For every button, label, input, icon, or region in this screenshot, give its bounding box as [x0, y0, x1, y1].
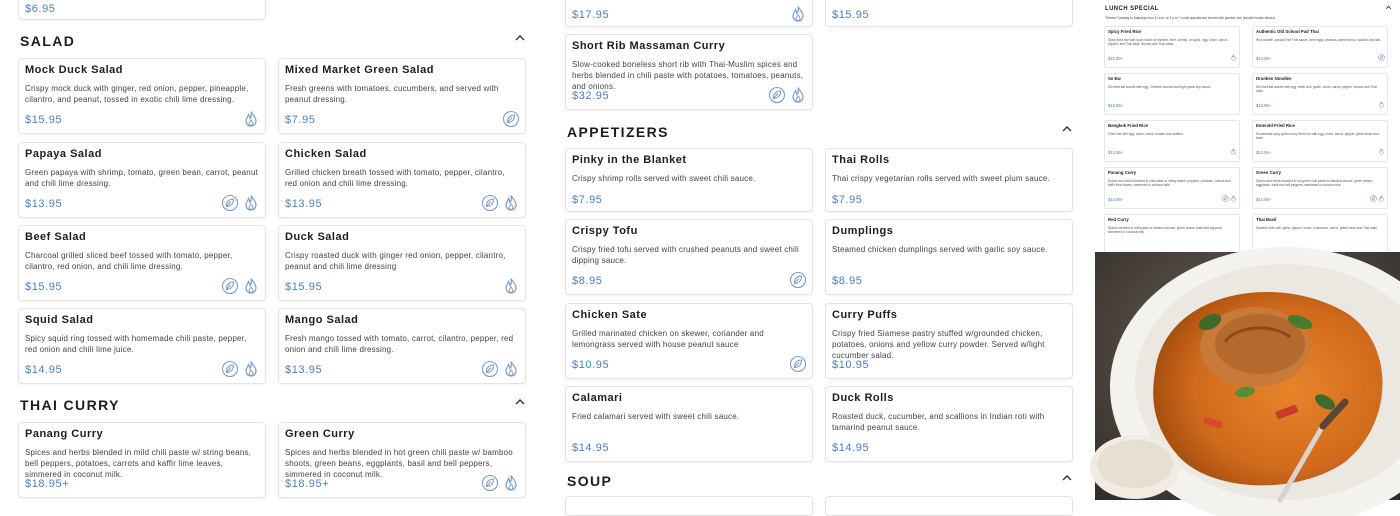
item-description: Spicy fried rice with your choice of chicken, beef, shrimp, or squid, egg, onion, carrot, pepper, and Thai basil. Served with Thai salad.: [1108, 38, 1228, 46]
flame-icon: [502, 474, 520, 492]
item-name: Red Curry: [1108, 217, 1129, 222]
lunch-special-note: *Served Tuesday to Saturday from 11 a.m. to 3 p.m.* Lunch specials are served with jasmine rice (except noodle dishes).: [1105, 16, 1276, 20]
item-price: $15.95: [832, 9, 870, 21]
menu-item-card[interactable]: [825, 148, 1073, 212]
item-price: $14.95+: [1108, 197, 1124, 202]
item-description: Fried calamari served with sweet chili sauce.: [572, 412, 740, 421]
item-name: Spicy Fried Rice: [1108, 29, 1142, 34]
item-name: Duck Rolls: [832, 392, 894, 404]
flame-icon: [242, 110, 260, 128]
item-price: $7.95: [285, 114, 316, 126]
item-price: $13.95: [285, 198, 323, 210]
item-name: Authentic Old School Pad Thai: [1256, 29, 1319, 34]
leaf-icon: [481, 360, 499, 378]
item-price: $18.95+: [285, 478, 330, 490]
flame-icon: [1378, 148, 1385, 155]
menu-item-card[interactable]: [278, 58, 526, 134]
menu-item-card[interactable]: [18, 142, 266, 218]
section-title-lunch-special: LUNCH SPECIAL: [1105, 6, 1159, 12]
menu-item-card[interactable]: [278, 142, 526, 218]
lunch-item-card[interactable]: [1252, 120, 1388, 162]
item-name: Duck Salad: [285, 231, 350, 243]
item-description: Thai crispy vegetarian rolls served with sweet plum sauce.: [832, 174, 1050, 183]
item-name: Chicken Salad: [285, 148, 367, 160]
item-description: Fresh greens with tomatoes, cucumbers, and served with peanut dressing.: [285, 84, 499, 104]
item-price: $13.95+: [1256, 103, 1272, 108]
item-price: $13.95: [285, 364, 323, 376]
item-description: Spices and herbs blended in mild chili paste w/ string beans, bell peppers, potatoes, carrots and kaffir lime leaves, simmered in coconut milk.: [25, 448, 252, 479]
lunch-item-card[interactable]: [1104, 167, 1240, 209]
item-price: $8.95: [832, 275, 863, 287]
menu-item-card[interactable]: [278, 422, 526, 498]
item-price: $17.95: [572, 9, 610, 21]
lunch-item-card[interactable]: [1252, 26, 1388, 68]
item-description: Crispy fried Siamese pastry stuffed w/grounded chicken, potatoes, onions and yellow curry powder. Served w/light cucumber salad.: [832, 329, 1045, 360]
item-name: Crispy Tofu: [572, 225, 638, 237]
item-name: Panang Curry: [25, 428, 104, 440]
item-price: $6.95: [25, 3, 56, 15]
item-description: Spicy squid ring tossed with homemade chili paste, pepper, red onion and chili lime juice.: [25, 334, 247, 354]
flame-icon: [242, 360, 260, 378]
flame-icon: [502, 194, 520, 212]
menu-item-card[interactable]: [18, 422, 266, 498]
leaf-icon: [1378, 54, 1385, 61]
item-price: $10.95: [572, 359, 610, 371]
item-description: Rice noodle, special Pad Thai sauce, farm eggs, peanuts, sweet turnip, scallion and tofu.: [1256, 38, 1382, 42]
item-name: Curry Puffs: [832, 309, 898, 321]
flame-icon: [242, 277, 260, 295]
menu-item-card[interactable]: [825, 303, 1073, 379]
menu-item-card[interactable]: [825, 496, 1073, 516]
chevron-up-icon[interactable]: [1061, 472, 1073, 484]
chevron-up-icon[interactable]: [1385, 4, 1392, 11]
item-name: Thai Rolls: [832, 154, 890, 166]
item-description: Sauteed with chili, garlic, pepper, onion, mushroom, carrot, green bean and Thai basil.: [1256, 226, 1378, 230]
leaf-icon: [481, 194, 499, 212]
item-price: $7.95: [572, 194, 603, 206]
item-price: $18.95+: [25, 478, 70, 490]
item-price: $13.95+: [1108, 150, 1124, 155]
item-description: Crispy fried tofu served with crushed peanuts and sweet chili dipping sauce.: [572, 245, 799, 265]
item-price: $14.95: [572, 442, 610, 454]
chevron-up-icon[interactable]: [1061, 123, 1073, 135]
leaf-icon: [789, 355, 807, 373]
item-description: Spices and herbs blended in hot green chili paste w/ bamboo shoots, green beans, eggplants, basil and bell peppers, simmered in coconut milk.: [1256, 179, 1373, 187]
menu-item-card[interactable]: [18, 225, 266, 301]
item-name: Pinky in the Blanket: [572, 154, 687, 166]
leaf-icon: [221, 360, 239, 378]
item-price: $15.95: [25, 281, 63, 293]
item-name: Green Curry: [285, 428, 355, 440]
flame-icon: [789, 5, 807, 23]
food-photo[interactable]: [1095, 252, 1400, 500]
section-title-appetizers: APPETIZERS: [567, 124, 669, 140]
item-price: $15.95: [285, 281, 323, 293]
leaf-icon: [768, 86, 786, 104]
item-name: Beef Salad: [25, 231, 87, 243]
menu-item-card[interactable]: [18, 0, 266, 20]
item-price: $14.95+: [1256, 197, 1272, 202]
item-description: Grilled marinated chicken on skewer, coriander and lemongrass served with house peanut sauce: [572, 329, 764, 349]
menu-item-card[interactable]: [565, 496, 813, 516]
item-price: $8.95: [572, 275, 603, 287]
item-name: Panang Curry: [1108, 170, 1137, 175]
item-price: $14.95: [25, 364, 63, 376]
item-price: $15.95: [25, 114, 63, 126]
menu-item-card[interactable]: [278, 308, 526, 384]
item-name: Mango Salad: [285, 314, 359, 326]
item-description: Fresh mango tossed with tomato, carrot, cilantro, pepper, red onion and chili lime dressing.: [285, 334, 514, 354]
item-price: $13.95+: [1256, 150, 1272, 155]
item-description: Steamed chicken dumplings served with garlic soy sauce.: [832, 245, 1048, 254]
item-description: Slow-cooked boneless short rib with Thai-Muslim spices and herbs blended in chili paste with potatoes, tomatoes, peanuts, and onions.: [572, 60, 804, 91]
item-description: Charcoal grilled sliced beef tossed with tomato, pepper, cilantro, red onion, and chili lime dressing.: [25, 251, 233, 271]
menu-item-card[interactable]: [565, 303, 813, 379]
section-title-thai-curry: THAI CURRY: [20, 397, 120, 413]
item-description: Fried rice with egg, onion, carrot, tomato and scallion.: [1108, 132, 1184, 136]
item-name: Emerald Fried Rice: [1256, 123, 1295, 128]
menu-item-card[interactable]: [278, 225, 526, 301]
lunch-item-card[interactable]: [1252, 73, 1388, 115]
flame-icon: [1230, 195, 1237, 202]
item-name: Bangkok Fried Rice: [1108, 123, 1149, 128]
leaf-icon: [1370, 195, 1377, 202]
menu-item-card[interactable]: [565, 148, 813, 212]
menu-item-card[interactable]: [565, 0, 813, 27]
item-price: $32.95: [572, 90, 610, 102]
leaf-icon: [221, 277, 239, 295]
flame-icon: [1378, 101, 1385, 108]
menu-item-card[interactable]: [825, 219, 1073, 295]
item-price: $13.95+: [1108, 103, 1124, 108]
item-description: Spices and herbs blended in hot green chili paste w/ bamboo shoots, green beans, eggplants, basil and bell peppers, simmered in coconut milk.: [285, 448, 513, 479]
item-price: $14.95: [832, 442, 870, 454]
leaf-icon: [481, 474, 499, 492]
item-description: Roasted duck, cucumber, and scallions in Indian roti with tamarind peanut sauce.: [832, 412, 1045, 432]
curry-dish-image: [1095, 252, 1400, 500]
menu-item-card[interactable]: [825, 386, 1073, 462]
item-description: Crispy roasted duck with ginger red onion, pepper, cilantro, peanut and chili lime dressing: [285, 251, 506, 271]
menu-item-card[interactable]: [565, 219, 813, 295]
item-price: $10.95: [832, 359, 870, 371]
flame-icon: [242, 194, 260, 212]
menu-item-card[interactable]: [18, 308, 266, 384]
item-description: Spices blended in chili paste w/ bamboo shoots, green beans, basil and peppers, simmered in coconut milk.: [1108, 226, 1223, 234]
item-description: Spices and herbs blended in chili paste w/ string beans, peppers, potatoes, carrots and kaffir lime leaves, simmered in coconut milk.: [1108, 179, 1231, 187]
item-price: $7.95: [832, 194, 863, 206]
item-name: Squid Salad: [25, 314, 94, 326]
section-title-salad: SALAD: [20, 33, 76, 49]
flame-icon: [1378, 195, 1385, 202]
item-description: Crispy shrimp rolls served with sweet chili sauce.: [572, 174, 756, 183]
flame-icon: [789, 86, 807, 104]
item-name: Green Curry: [1256, 170, 1282, 175]
item-name: Chicken Sate: [572, 309, 648, 321]
leaf-icon: [221, 194, 239, 212]
lunch-special-panel: [1096, 0, 1400, 252]
lunch-item-card[interactable]: [1104, 73, 1240, 115]
menu-item-card[interactable]: [825, 0, 1073, 27]
lunch-item-card[interactable]: [1104, 26, 1240, 68]
lunch-item-card[interactable]: [1252, 167, 1388, 209]
lunch-item-card[interactable]: [1104, 214, 1240, 256]
item-name: Dumplings: [832, 225, 894, 237]
item-price: $13.95: [25, 198, 63, 210]
item-name: Mock Duck Salad: [25, 64, 123, 76]
item-description: Grilled chicken breath tossed with tomato, pepper, cilantro, red onion and chili lime dressing.: [285, 168, 505, 188]
item-name: Thai Basil: [1256, 217, 1277, 222]
item-name: Mixed Market Green Salad: [285, 64, 434, 76]
item-name: Drunken Noodles: [1256, 76, 1292, 81]
section-title-soup: SOUP: [567, 473, 613, 489]
flame-icon: [502, 360, 520, 378]
item-description: Green papaya with shrimp, tomato, green bean, carrot, peanut and chili lime dressing.: [25, 168, 259, 188]
item-description: Crispy mock duck with ginger, red onion, pepper, pineapple, cilantro, and peanut, tossed in exotic chili lime dressing.: [25, 84, 249, 104]
flame-icon: [502, 277, 520, 295]
item-description: Stir fried flat noodle with egg, fresh chili, garlic, onion, carrot, pepper, tomato and Thai basil.: [1256, 85, 1377, 93]
item-name: Papaya Salad: [25, 148, 102, 160]
menu-item-card[interactable]: [565, 386, 813, 462]
chevron-up-icon[interactable]: [514, 32, 526, 44]
leaf-icon: [1222, 195, 1229, 202]
chevron-up-icon[interactable]: [514, 396, 526, 408]
item-price: $22.90+: [1108, 56, 1124, 61]
item-description: Stir fried flat noodle with egg, Chinese broccoli and light garlic soy sauce.: [1108, 85, 1212, 89]
flame-icon: [1230, 54, 1237, 61]
menu-item-card[interactable]: [18, 58, 266, 134]
flame-icon: [1230, 148, 1237, 155]
leaf-icon: [789, 271, 807, 289]
leaf-icon: [502, 110, 520, 128]
item-name: Short Rib Massaman Curry: [572, 40, 726, 52]
item-description: Homemade spicy green curry fried rice with egg, onion, carrot, pepper, green bean and basil.: [1256, 132, 1379, 140]
menu-item-card[interactable]: [565, 34, 813, 110]
item-price: $13.95+: [1256, 56, 1272, 61]
item-name: Calamari: [572, 392, 623, 404]
item-name: Se Ew: [1108, 76, 1121, 81]
lunch-item-card[interactable]: [1104, 120, 1240, 162]
